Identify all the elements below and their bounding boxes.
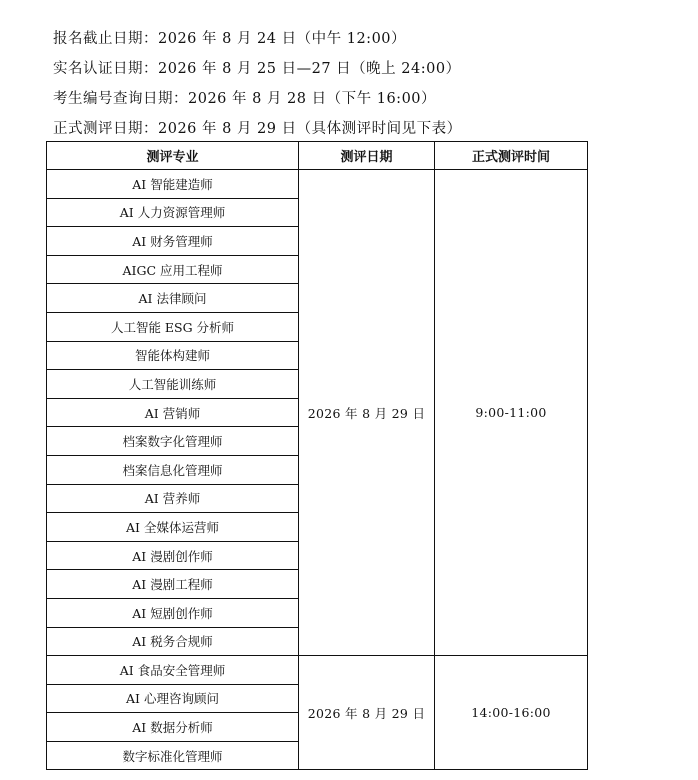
major-cell: AI 智能建造师 (47, 170, 299, 199)
candidate-number-query-line: 考生编号查询日期：2026 年 8 月 28 日（下午 16:00） (53, 91, 437, 107)
major-cell: AI 数据分析师 (47, 713, 299, 742)
major-cell: AI 漫剧工程师 (47, 570, 299, 599)
major-cell: AI 营销师 (47, 398, 299, 427)
table-row (47, 170, 588, 199)
major-cell: 人工智能训练师 (47, 370, 299, 399)
major-cell: 智能体构建师 (47, 341, 299, 370)
major-cell: 人工智能 ESG 分析师 (47, 312, 299, 341)
assessment-schedule-table (46, 141, 588, 770)
major-cell: 档案信息化管理师 (47, 455, 299, 484)
group1-time-cell: 9:00-11:00 (435, 170, 588, 656)
major-cell: AI 心理咨询顾问 (47, 684, 299, 713)
major-cell: AI 法律顾问 (47, 284, 299, 313)
major-cell: AIGC 应用工程师 (47, 255, 299, 284)
major-cell: 数字标准化管理师 (47, 741, 299, 770)
group2-time-cell: 14:00-16:00 (435, 656, 588, 770)
major-cell: AI 财务管理师 (47, 227, 299, 256)
major-cell: AI 全媒体运营师 (47, 513, 299, 542)
header-date: 测评日期 (299, 142, 435, 170)
major-cell: AI 营养师 (47, 484, 299, 513)
major-cell: AI 短剧创作师 (47, 598, 299, 627)
identity-verification-line: 实名认证日期：2026 年 8 月 25 日—27 日（晚上 24:00） (53, 61, 461, 77)
header-major: 测评专业 (47, 142, 299, 170)
registration-deadline-line: 报名截止日期：2026 年 8 月 24 日（中午 12:00） (53, 31, 407, 47)
major-cell: AI 漫剧创作师 (47, 541, 299, 570)
formal-assessment-date-line: 正式测评日期：2026 年 8 月 29 日（具体测评时间见下表） (53, 121, 462, 137)
major-cell: AI 人力资源管理师 (47, 198, 299, 227)
major-cell: AI 食品安全管理师 (47, 656, 299, 685)
group1-date-cell: 2026 年 8 月 29 日 (299, 170, 435, 656)
major-cell: AI 税务合规师 (47, 627, 299, 656)
header-time: 正式测评时间 (435, 142, 588, 170)
group2-date-cell: 2026 年 8 月 29 日 (299, 656, 435, 770)
table-row (47, 656, 588, 685)
major-cell: 档案数字化管理师 (47, 427, 299, 456)
table-header-row (47, 142, 588, 170)
